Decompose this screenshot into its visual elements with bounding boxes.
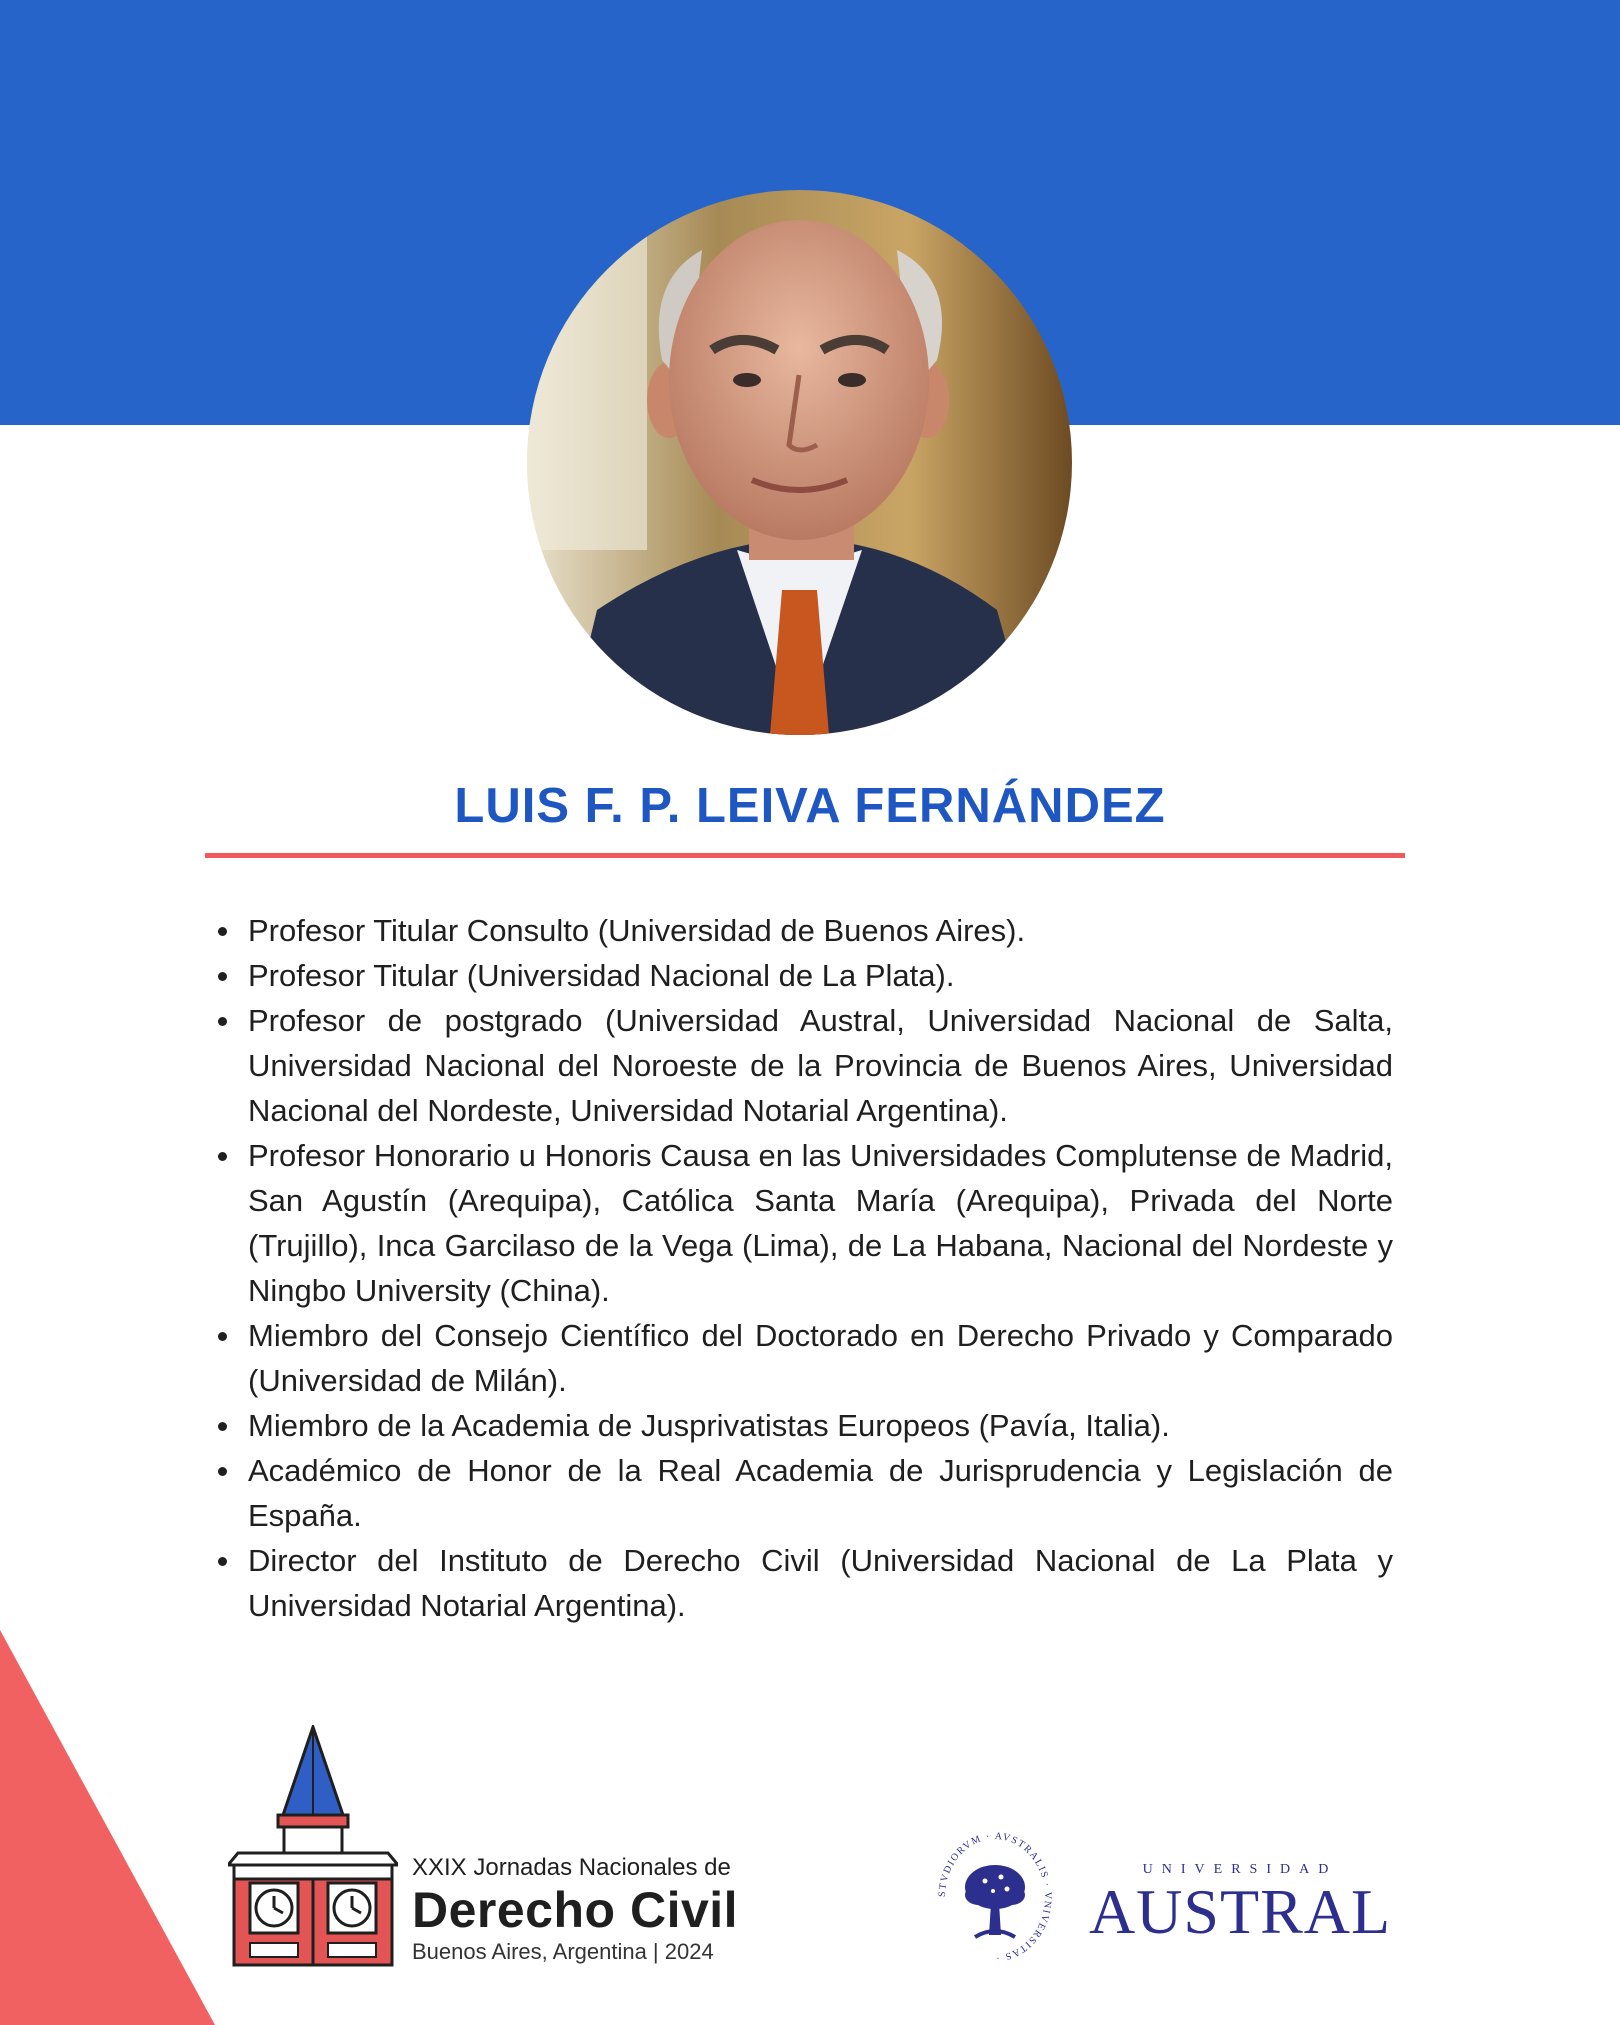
bio-item: Miembro del Consejo Científico del Doctorado en Derecho Privado y Comparado (Universidad de Milán). xyxy=(248,1313,1393,1403)
corner-triangle-decoration xyxy=(0,1630,215,2025)
event-title-block xyxy=(412,1853,832,1967)
bio-item: Profesor Honorario u Honoris Causa en las Universidades Complutense de Madrid, San Agustín (Arequipa), Católica Santa María (Arequipa), Privada del Norte (Trujillo), Inca Garcilaso de la Vega (Lima), de La Habana, Nacional del Nordeste y Ningbo University (China). xyxy=(248,1133,1393,1313)
bio-list xyxy=(248,908,1393,1628)
name-divider xyxy=(205,853,1405,858)
event-line-3: Buenos Aires, Argentina | 2024 xyxy=(412,1939,714,1964)
bio-item: Profesor Titular (Universidad Nacional de La Plata). xyxy=(248,953,1393,998)
speaker-photo xyxy=(527,190,1072,735)
austral-big-label: AUSTRAL xyxy=(1088,1876,1392,1947)
austral-small-label: UNIVERSIDAD xyxy=(1142,1862,1338,1877)
speaker-portrait-icon xyxy=(527,190,1072,735)
austral-wordmark xyxy=(1085,1860,1395,1947)
speaker-name: LUIS F. P. LEIVA FERNÁNDEZ xyxy=(454,779,1166,833)
bio-item: Director del Instituto de Derecho Civil (Universidad Nacional de La Plata y Universidad Notarial Argentina). xyxy=(248,1538,1393,1628)
tree-seal-icon xyxy=(935,1825,1055,1970)
bio-item: Profesor Titular Consulto (Universidad de Buenos Aires). xyxy=(248,908,1393,953)
clock-tower-icon xyxy=(228,1725,398,1970)
bio-item: Miembro de la Academia de Jusprivatistas Europeos (Pavía, Italia). xyxy=(248,1403,1393,1448)
bio-item: Profesor de postgrado (Universidad Austral, Universidad Nacional de Salta, Universidad Nacional del Noroeste de la Provincia de Buenos Aires, Universidad Nacional del Nordeste, Universidad Notarial Argentina). xyxy=(248,998,1393,1133)
event-line-1: XXIX Jornadas Nacionales de xyxy=(412,1854,731,1881)
event-line-2: Derecho Civil xyxy=(412,1882,739,1938)
seal-text: STVDIORVM · AVSTRALIS · VNIVERSITAS · xyxy=(936,1830,1054,1964)
bio-item: Académico de Honor de la Real Academia de Jurisprudencia y Legislación de España. xyxy=(248,1448,1393,1538)
